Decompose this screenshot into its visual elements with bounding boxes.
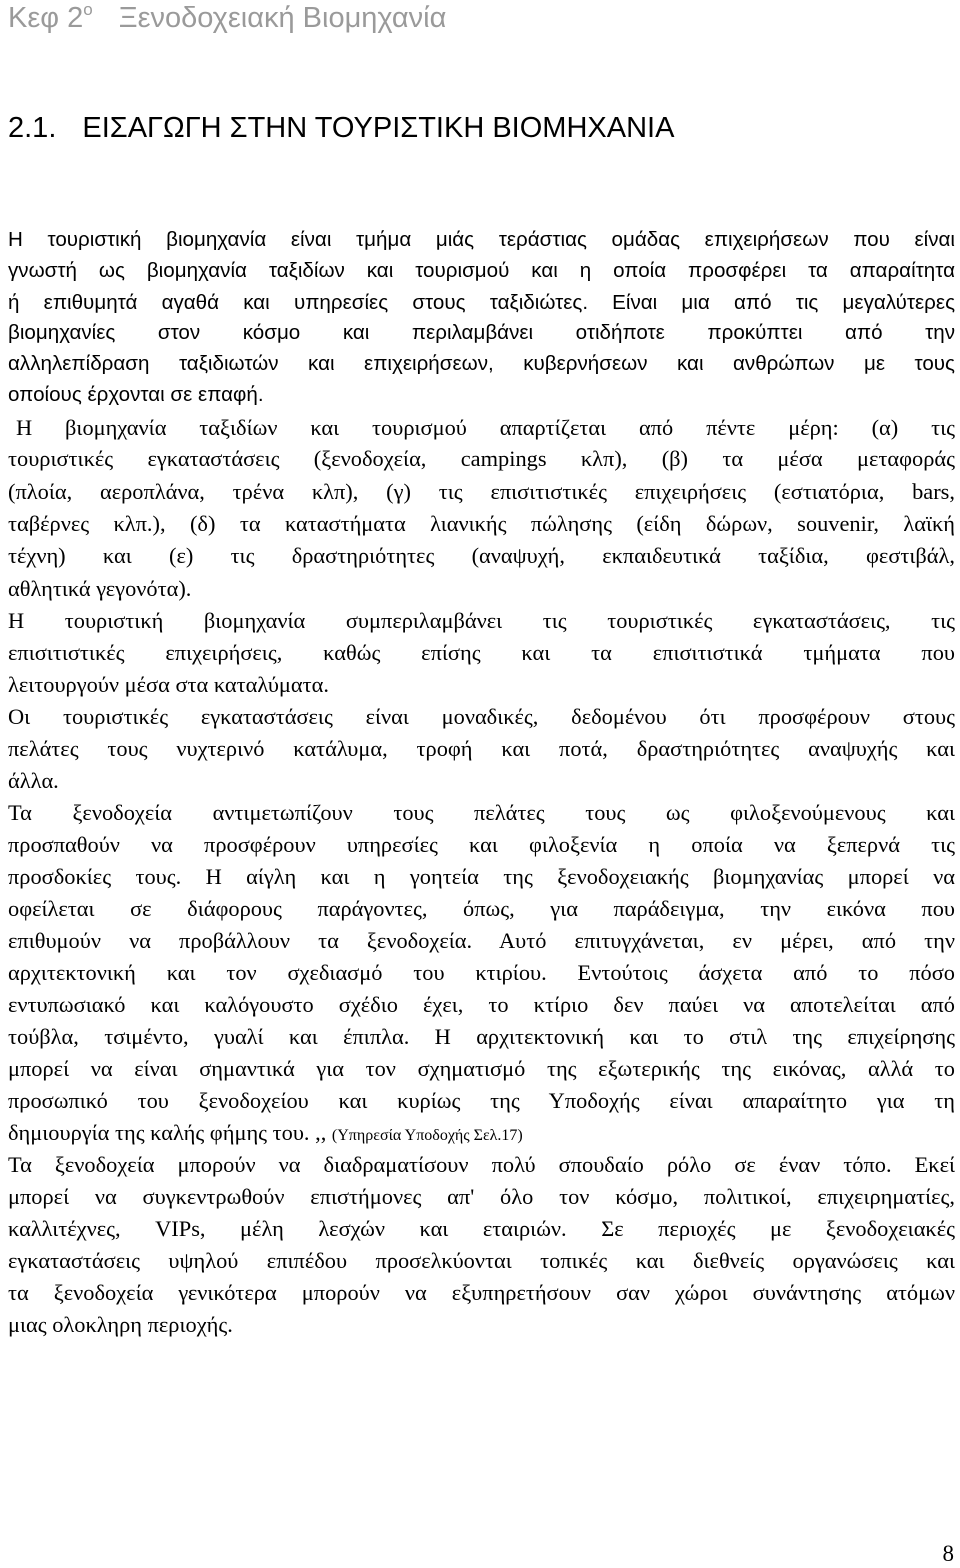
text-line: τα ξενοδοχεία γενικότερα μπορούν να εξυπηρετήσουν σαν χώροι συνάντησης ατόμων xyxy=(8,1280,955,1305)
text-segment: Σε περιοχές με ξενοδοχειακές xyxy=(601,1216,955,1241)
text-line xyxy=(8,1214,955,1244)
text-segment: ή επιθυμητά αγαθά και υπηρεσίες στους ταξιδιώτες. xyxy=(8,291,589,314)
text-segment: Η βιομηχανία ταξιδίων και τουρισμού απαρτίζεται από πέντε μέρη: xyxy=(16,415,839,440)
source-reference: (Υπηρεσία Υποδοχής Σελ.17) xyxy=(331,1127,523,1144)
text-line: Τα ξενοδοχεία αντιμετωπίζουν τους πελάτες τους ως φιλοξενούμενους και xyxy=(8,800,955,825)
text-line: μπορεί να συγκεντρωθούν επιστήμονες απ' όλο τον κόσμο, πολιτικοί, επιχειρηματίες, xyxy=(8,1184,955,1209)
chapter-superscript: ο xyxy=(83,0,93,19)
text-segment: δημιουργία της καλής φήμης του. ,, xyxy=(8,1120,327,1145)
text-line: τέχνη) και (ε) τις δραστηριότητες (αναψυχή, εκπαιδευτικά ταξίδια, φεστιβάλ, xyxy=(8,543,955,568)
text-line xyxy=(8,1150,955,1180)
text-segment: Εκεί xyxy=(914,1152,955,1177)
text-segment: (α) τις xyxy=(871,415,955,440)
text-line: προσωπικό του ξενοδοχείου και κυρίως της Υποδοχής είναι απαραίτητο για τη xyxy=(8,1088,955,1113)
text-line xyxy=(16,413,955,443)
text-line: Οι τουριστικές εγκαταστάσεις είναι μοναδικές, δεδομένου ότι προσφέρουν στους xyxy=(8,704,955,729)
text-line: Η τουριστική βιομηχανία συμπεριλαμβάνει τις τουριστικές εγκαταστάσεις, τις xyxy=(8,608,955,633)
text-segment: επιθυμούν να προβάλλουν τα ξενοδοχεία. xyxy=(8,928,473,953)
text-line xyxy=(8,862,955,892)
text-line: μιας ολοκληρη περιοχής. xyxy=(8,1312,233,1337)
text-segment: Η αρχιτεκτονική και το στιλ της επιχείρησης xyxy=(434,1024,955,1049)
text-line: επισιτιστικές επιχειρήσεις, καθώς επίσης και τα επισιτιστικά τμήματα που xyxy=(8,640,955,665)
text-segment: τούβλα, τσιμέντο, γυαλί και έπιπλα. xyxy=(8,1024,410,1049)
chapter-title: Ξενοδοχειακή Βιομηχανία xyxy=(118,2,447,34)
text-line xyxy=(8,926,955,956)
text-line xyxy=(8,1118,955,1148)
section-number: 2.1. xyxy=(8,112,57,144)
text-line: οφείλεται σε διάφορους παράγοντες, όπως, για παράδειγμα, την εικόνα που xyxy=(8,896,955,921)
text-line: πελάτες τους νυχτερινό κατάλυμα, τροφή και ποτά, δραστηριότητες αναψυχής και xyxy=(8,736,955,761)
text-line: Η τουριστική βιομηχανία είναι τμήμα μιάς τεράστιας ομάδας επιχειρήσεων που είναι xyxy=(8,228,955,251)
text-line: οποίους έρχονται σε επαφή. xyxy=(8,383,264,406)
text-line: εντυπωσιακό και καλόγουστο σχέδιο έχει, το κτίριο δεν παύει να αποτελείται από xyxy=(8,992,955,1017)
text-segment: Η αίγλη και η γοητεία της ξενοδοχειακής βιομηχανίας μπορεί να xyxy=(205,864,955,889)
text-line: ταβέρνες κλπ.), (δ) τα καταστήματα λιανικής πώλησης (είδη δώρων, souvenir, λαϊκή xyxy=(8,511,955,536)
text-line: εγκαταστάσεις υψηλού επιπέδου προσελκύονται τοπικές και διεθνείς οργανώσεις και xyxy=(8,1248,955,1273)
text-line: προσπαθούν να προσφέρουν υπηρεσίες και φιλοξενία η οποία να ξεπερνά τις xyxy=(8,832,955,857)
text-line: άλλα. xyxy=(8,768,59,793)
text-segment: Είναι μια από τις μεγαλύτερες xyxy=(612,291,956,314)
text-line xyxy=(8,287,955,317)
page-number: 8 xyxy=(942,1541,954,1566)
text-line: τουριστικές εγκαταστάσεις (ξενοδοχεία, campings κλπ), (β) τα μέσα μεταφοράς xyxy=(8,446,955,471)
text-line: βιομηχανίες στον κόσμο και περιλαμβάνει οτιδήποτε προκύπτει από την xyxy=(8,321,955,344)
page-header xyxy=(8,2,446,35)
text-line: γνωστή ως βιομηχανία ταξιδίων και τουρισμού και η οποία προσφέρει τα απαραίτητα xyxy=(8,259,955,282)
text-line: αλληλεπίδραση ταξιδιωτών και επιχειρήσεων, κυβερνήσεων και ανθρώπων με τους xyxy=(8,352,955,375)
text-line: αθλητικά γεγονότα). xyxy=(8,576,192,601)
text-segment: Αυτό επιτυγχάνεται, εν μέρει, από την xyxy=(498,928,955,953)
section-heading xyxy=(8,112,674,145)
section-title: ΕΙΣΑΓΩΓΗ ΣΤΗΝ ΤΟΥΡΙΣΤΙΚΗ ΒΙΟΜΗΧΑΝΙΑ xyxy=(82,112,675,144)
text-line xyxy=(8,1022,955,1052)
text-segment: προσδοκίες τους. xyxy=(8,864,182,889)
text-segment: Τα ξενοδοχεία μπορούν να διαδραματίσουν πολύ σπουδαίο ρόλο σε έναν τόπο. xyxy=(8,1152,892,1177)
text-line: (πλοία, αεροπλάνα, τρένα κλπ), (γ) τις επισιτιστικές επιχειρήσεις (εστιατόρια, bars, xyxy=(8,479,955,504)
text-line xyxy=(8,958,955,988)
text-line: λειτουργούν μέσα στα καταλύματα. xyxy=(8,672,329,697)
text-segment: αρχιτεκτονική και τον σχεδιασμό του κτιρίου. xyxy=(8,960,547,985)
text-line: μπορεί να είναι σημαντικά για τον σχηματισμό της εξωτερικής της εικόνας, αλλά το xyxy=(8,1056,955,1081)
text-segment: Εντούτοις άσχετα από το πόσο xyxy=(577,960,955,985)
text-segment: καλλιτέχνες, VIPs, μέλη λεσχών και εταιριών. xyxy=(8,1216,567,1241)
chapter-label: Κεφ 2 xyxy=(8,2,84,34)
